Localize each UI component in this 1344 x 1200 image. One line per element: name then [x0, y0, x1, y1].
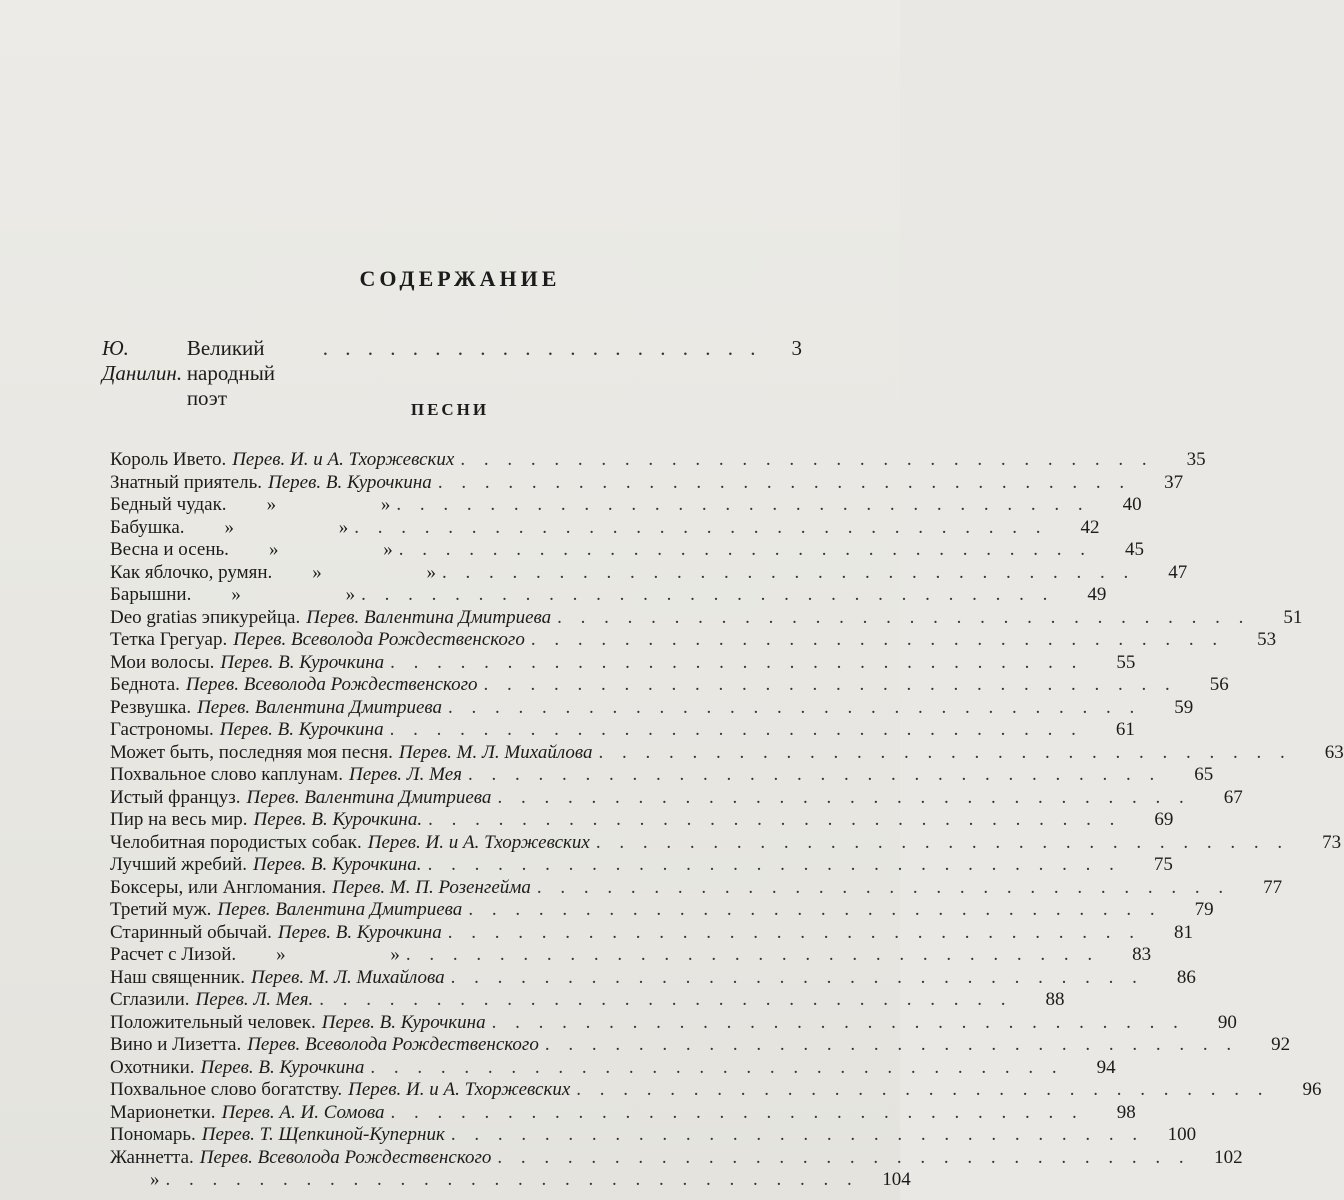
entry-page: 45	[1124, 539, 1144, 560]
dot-leader: . . . . . . . . . . . . . . . . . . . . . . . . . . . . . .	[544, 1034, 1239, 1055]
entry-translator: » »	[231, 584, 356, 605]
entry-page: 69	[1154, 809, 1174, 830]
entry-translator: Перев. В. Курочкина.	[253, 809, 423, 830]
entry-title: Пир на весь мир.	[110, 809, 248, 830]
dot-leader: . . . . . . . . . . . . . . . . . . . . . . . . . . . . . .	[497, 1146, 1191, 1168]
entry-page: 35	[1186, 449, 1206, 470]
dot-leader: . . . . . . . . . . . . . . . . . . . . . . . . . . . . . .	[450, 1124, 1145, 1145]
dot-leader: . . . . . . . . . . . . . . . . . . . . . . . . . . . . . .	[398, 539, 1092, 560]
intro-author: Ю. Данилин.	[102, 336, 183, 385]
toc-entry	[110, 1034, 1291, 1057]
toc-entry	[110, 561, 1188, 585]
entry-title: Весна и осень.	[110, 539, 229, 560]
entry-title: Сглазили.	[110, 989, 190, 1010]
toc-entry	[110, 831, 1342, 855]
toc-entry	[110, 876, 1283, 900]
entry-page: 51	[1283, 606, 1303, 628]
dot-leader: . . . . . . . . . . . . . . . . . . . . . . . . . . . . . .	[483, 674, 1177, 695]
dot-leader: . . . . . . . . . . . . . . . . . . . . . . . . . . . . . .	[595, 831, 1290, 853]
entry-title: Боксеры, или Англомания.	[110, 876, 327, 898]
dot-leader: . . . . . . . . . . . . . . . . . . . . . . . . . . . . . .	[370, 1056, 1064, 1078]
intro-title: Великий народный поэт	[186, 336, 276, 410]
dot-leader: . . . . . . . . . . . . . . . . . . . . . . . . . . . . . .	[557, 606, 1251, 628]
intro-leader: . . . . . . . . . . . . . . . . . . . .	[322, 336, 762, 360]
entry-translator: Перев. В. Курочкина.	[253, 854, 422, 875]
toc-entry	[110, 696, 1194, 720]
entry-translator: Перев. В. Курочкина	[200, 1056, 365, 1078]
entry-translator: Перев. В. Курочкина	[220, 651, 385, 673]
dot-leader: . . . . . . . . . . . . . . . . . . . . . . . . . . . . . .	[442, 561, 1136, 583]
entry-title: Охотники.	[110, 1056, 195, 1078]
toc-entry	[110, 449, 1206, 472]
toc-entry	[110, 674, 1229, 697]
dot-leader: . . . . . . . . . . . . . . . . . . . . . . . . . . . . . .	[361, 584, 1055, 605]
toc-entry	[110, 719, 1135, 742]
entry-page: 100	[1167, 1124, 1197, 1145]
dot-leader: . . . . . . . . . . . . . . . . . . . . . . . . . . . . . .	[448, 696, 1142, 718]
intro-page: 3	[791, 336, 802, 360]
entry-title: Челобитная породистых собак.	[110, 831, 362, 853]
entry-title: Мои волосы.	[110, 651, 215, 673]
entry-translator: Перев. Валентина Дмитриева	[306, 606, 552, 628]
entry-translator: » »	[266, 494, 391, 515]
entry-page: 61	[1115, 719, 1135, 740]
entry-page: 73	[1322, 831, 1342, 853]
entry-translator: Перев. Всеволода Рождественского	[199, 1146, 492, 1168]
entry-page: 42	[1080, 516, 1100, 538]
toc-entry	[110, 944, 1152, 967]
entry-page: 56	[1209, 674, 1229, 695]
entry-page: 49	[1087, 584, 1107, 605]
entry-title: Deo gratias эпикурейца.	[110, 606, 301, 628]
entry-translator: » »	[276, 944, 400, 965]
entry-translator: Перев. И. и А. Тхоржевских	[348, 1079, 571, 1100]
entry-translator: Перев. Валентина Дмитриева	[246, 786, 492, 808]
entry-title: Похвальное слово каплунам.	[110, 764, 343, 785]
entry-page: 83	[1132, 944, 1152, 965]
entry-translator: Перев. Валентина Дмитриева	[197, 696, 443, 718]
entry-title: Старинный обычай.	[110, 921, 272, 943]
entry-translator: Перев. М. П. Розенгейма	[332, 876, 531, 898]
dot-leader: . . . . . . . . . . . . . . . . . . . . . . . . . . . . . .	[530, 629, 1225, 650]
toc-entry	[110, 1124, 1197, 1147]
entry-translator: Перев. В. Курочкина	[219, 719, 384, 740]
entry-translator: Перев. В. Курочкина	[277, 921, 442, 943]
toc-entry	[110, 606, 1303, 630]
dot-leader: . . . . . . . . . . . . . . . . . . . . . . . . . . . . . .	[447, 921, 1141, 943]
entry-title: Как яблочко, румян.	[110, 561, 273, 583]
entry-title: Наш священник.	[110, 966, 245, 988]
entry-translator: Перев. Л. Мея	[348, 764, 462, 785]
toc-entry	[110, 741, 1344, 765]
dot-leader: . . . . . . . . . . . . . . . . . . . . . . . . . . . . . .	[428, 809, 1122, 830]
entry-title: Бабушка.	[110, 516, 185, 538]
entry-page: 37	[1164, 471, 1184, 493]
dot-leader: . . . . . . . . . . . . . . . . . . . . . . . . . . . . . .	[468, 764, 1162, 785]
dot-leader: . . . . . . . . . . . . . . . . . . . . . . . . . . . . . .	[491, 1011, 1185, 1033]
entry-page: 86	[1176, 966, 1196, 988]
entry-title: Марионетки.	[110, 1101, 216, 1123]
dot-leader: . . . . . . . . . . . . . . . . . . . . . . . . . . . . . .	[396, 494, 1090, 515]
entry-title: Король Ивето.	[110, 449, 227, 470]
entry-translator: Перев. Валентина Дмитриева	[217, 899, 463, 920]
toc-entry	[110, 1101, 1136, 1125]
entry-title: Гастрономы.	[110, 719, 214, 740]
entry-translator: Перев. Всеволода Рождественского	[185, 674, 478, 695]
dot-leader: . . . . . . . . . . . . . . . . . . . . . . . . . . . . . .	[497, 786, 1191, 808]
entry-translator: Перев. В. Курочкина	[321, 1011, 486, 1033]
entry-translator: Перев. И. и А. Тхоржевских	[367, 831, 590, 853]
entry-translator: Перев. И. и А. Тхоржевских	[232, 449, 455, 470]
toc-entry	[110, 989, 1065, 1012]
entry-title: Бедный чудак.	[110, 494, 227, 515]
toc-entry	[110, 786, 1243, 810]
dot-leader: . . . . . . . . . . . . . . . . . . . . . . . . . . . . . .	[468, 899, 1162, 920]
toc-entry	[110, 516, 1100, 540]
entry-title: Тетка Грегуар.	[110, 629, 228, 650]
toc-entry	[110, 629, 1277, 652]
entry-page: 59	[1174, 696, 1194, 718]
dot-leader: . . . . . . . . . . . . . . . . . . . . . . . . . . . . . .	[389, 719, 1083, 740]
toc-entry	[110, 1169, 911, 1192]
entry-translator: Перев. Всеволода Рождественского	[233, 629, 525, 650]
entry-translator: Перев. М. Л. Михайлова	[250, 966, 445, 988]
entry-page: 102	[1214, 1146, 1243, 1168]
dot-leader: . . . . . . . . . . . . . . . . . . . . . . . . . . . . . .	[450, 966, 1144, 988]
entry-title: Пономарь.	[110, 1124, 196, 1145]
toc-entry	[110, 921, 1193, 945]
toc-entry	[110, 1079, 1322, 1102]
entry-page: 88	[1045, 989, 1065, 1010]
toc-entry	[110, 899, 1214, 922]
dot-leader: . . . . . . . . . . . . . . . . . . . . . . . . . . . . . .	[390, 651, 1084, 673]
toc-entry	[110, 651, 1136, 675]
entry-translator: Перев. Л. Мея.	[195, 989, 314, 1010]
entry-title: Барышни.	[110, 584, 192, 605]
entry-page: 104	[882, 1169, 911, 1190]
dot-leader: . . . . . . . . . . . . . . . . . . . . . . . . . . . . . .	[460, 449, 1154, 470]
entry-title: Может быть, последняя моя песня.	[110, 741, 393, 763]
entry-title: Положительный человек.	[110, 1011, 316, 1033]
toc-entry	[110, 966, 1196, 990]
entry-page: 65	[1194, 764, 1214, 785]
entry-title: Знатный приятель.	[110, 471, 262, 493]
toc-entry	[110, 471, 1184, 495]
entry-page: 92	[1271, 1034, 1291, 1055]
dot-leader: . . . . . . . . . . . . . . . . . . . . . . . . . . . . . .	[405, 944, 1100, 965]
dot-leader: . . . . . . . . . . . . . . . . . . . . . . . . . . . . . .	[576, 1079, 1270, 1100]
toc-entry	[110, 1011, 1237, 1035]
entry-title: Истый француз.	[110, 786, 241, 808]
entry-page: 47	[1168, 561, 1188, 583]
entry-page: 81	[1173, 921, 1193, 943]
entry-translator: » »	[224, 516, 349, 538]
entry-translator: » »	[312, 561, 437, 583]
entry-page: 96	[1302, 1079, 1322, 1100]
entry-translator: Перев. М. Л. Михайлова	[398, 741, 593, 763]
entry-title: Лучший жребий.	[110, 854, 247, 875]
toc-entry	[110, 1056, 1116, 1080]
entry-translator: Перев. А. И. Сомова	[221, 1101, 385, 1123]
entry-page: 55	[1116, 651, 1136, 673]
toc-entry	[110, 854, 1173, 877]
dot-leader: . . . . . . . . . . . . . . . . . . . . . . . . . . . . . .	[598, 741, 1292, 763]
entry-page: 90	[1217, 1011, 1237, 1033]
entry-title: Вино и Лизетта.	[110, 1034, 242, 1055]
entry-page: 94	[1096, 1056, 1116, 1078]
entry-page: 67	[1223, 786, 1243, 808]
toc-entry	[110, 584, 1107, 607]
entry-translator: » »	[268, 539, 393, 560]
entry-title: Беднота.	[110, 674, 180, 695]
section-title: ПЕСНИ	[410, 400, 490, 419]
entry-title: Третий муж.	[110, 899, 212, 920]
entry-title: Расчет с Лизой.	[110, 944, 237, 965]
entry-title: Похвальное слово богатству.	[110, 1079, 343, 1100]
dot-leader: . . . . . . . . . . . . . . . . . . . . . . . . . . . . . .	[165, 1169, 859, 1190]
contents-list	[110, 449, 1344, 1192]
entry-translator: »	[150, 1169, 160, 1190]
entry-page: 75	[1153, 854, 1173, 875]
entry-page: 40	[1122, 494, 1142, 515]
dot-leader: . . . . . . . . . . . . . . . . . . . . . . . . . . . . . .	[390, 1101, 1084, 1123]
toc-entry	[110, 1146, 1243, 1170]
toc-entry	[110, 809, 1174, 832]
entry-translator: Перев. Т. Щепкиной-Куперник	[201, 1124, 445, 1145]
dot-leader: . . . . . . . . . . . . . . . . . . . . . . . . . . . . . .	[427, 854, 1121, 875]
entry-page: 63	[1324, 741, 1344, 763]
dot-leader: . . . . . . . . . . . . . . . . . . . . . . . . . . . . . .	[437, 471, 1132, 493]
dot-leader: . . . . . . . . . . . . . . . . . . . . . . . . . . . . . .	[536, 876, 1231, 898]
entry-page: 53	[1257, 629, 1277, 650]
page-title: СОДЕРЖАНИЕ	[359, 266, 561, 291]
entry-translator: Перев. В. Курочкина	[268, 471, 432, 493]
entry-title: Резвушка.	[110, 696, 192, 718]
toc-entry	[110, 539, 1144, 562]
toc-entry	[110, 764, 1214, 787]
entry-translator: Перев. Всеволода Рождественского	[247, 1034, 539, 1055]
entry-title: Жаннетта.	[110, 1146, 194, 1168]
entry-page: 98	[1116, 1101, 1136, 1123]
toc-entry	[110, 494, 1142, 517]
dot-leader: . . . . . . . . . . . . . . . . . . . . . . . . . . . . . .	[319, 989, 1013, 1010]
dot-leader: . . . . . . . . . . . . . . . . . . . . . . . . . . . . . .	[354, 516, 1048, 538]
entry-page: 79	[1194, 899, 1214, 920]
entry-page: 77	[1263, 876, 1283, 898]
